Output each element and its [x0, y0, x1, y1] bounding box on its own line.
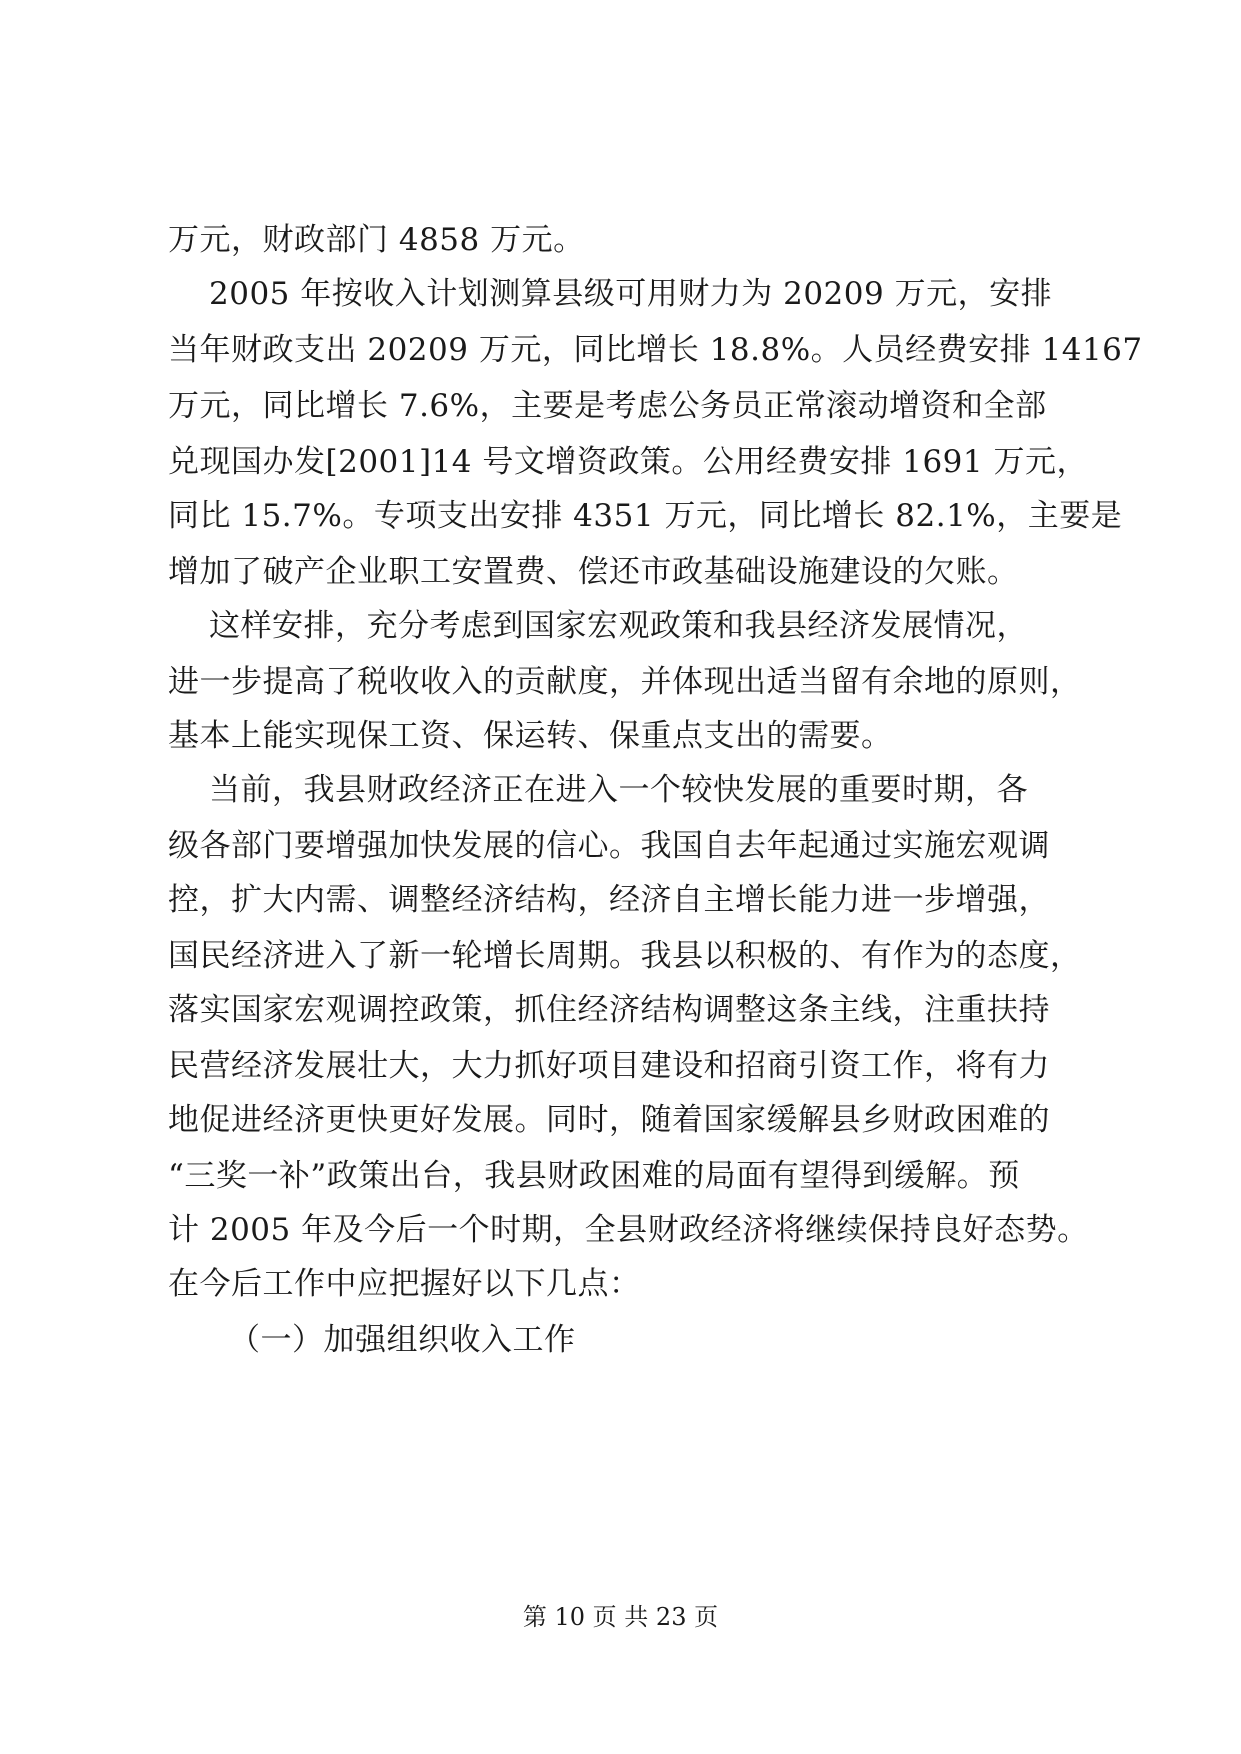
- text-line: 基本上能实现保工资、保运转、保重点支出的需要。: [168, 718, 893, 754]
- page-footer: 第 10 页 共 23 页: [522, 1603, 719, 1631]
- section-heading: （一）加强组织收入工作: [229, 1322, 576, 1358]
- text-line: 计 2005 年及今后一个时期，全县财政经济将继续保持良好态势。: [168, 1212, 1089, 1248]
- text-line: 万元，同比增长 7.6%，主要是考虑公务员正常滚动增资和全部: [168, 388, 1047, 424]
- text-line: 增加了破产企业职工安置费、偿还市政基础设施建设的欠账。: [168, 554, 1019, 590]
- text-line: “三奖一补”政策出台，我县财政困难的局面有望得到缓解。预: [168, 1158, 1020, 1194]
- text-line: 地促进经济更快更好发展。同时，随着国家缓解县乡财政困难的: [168, 1102, 1050, 1138]
- text-line: 国民经济进入了新一轮增长周期。我县以积极的、有作为的态度，: [168, 938, 1082, 974]
- text-line: 级各部门要增强加快发展的信心。我国自去年起通过实施宏观调: [168, 828, 1050, 864]
- text-line: 民营经济发展壮大，大力抓好项目建设和招商引资工作，将有力: [168, 1048, 1050, 1084]
- text-line: 兑现国办发[2001]14 号文增资政策。公用经费安排 1691 万元，: [168, 444, 1088, 480]
- text-line: 这样安排，充分考虑到国家宏观政策和我县经济发展情况，: [209, 608, 1028, 644]
- text-line: 万元，财政部门 4858 万元。: [168, 222, 585, 258]
- text-line: 当年财政支出 20209 万元，同比增长 18.8%。人员经费安排 14167: [168, 332, 1143, 368]
- text-line: 进一步提高了税收收入的贡献度，并体现出适当留有余地的原则，: [168, 664, 1082, 700]
- text-line: 同比 15.7%。专项支出安排 4351 万元，同比增长 82.1%，主要是: [168, 498, 1123, 534]
- text-line: 2005 年按收入计划测算县级可用财力为 20209 万元，安排: [209, 276, 1053, 312]
- text-line: 当前，我县财政经济正在进入一个较快发展的重要时期，各: [209, 772, 1028, 808]
- text-line: 落实国家宏观调控政策，抓住经济结构调整这条主线，注重扶持: [168, 992, 1050, 1028]
- text-line: 在今后工作中应把握好以下几点：: [168, 1266, 641, 1302]
- text-line: 控，扩大内需、调整经济结构，经济自主增长能力进一步增强，: [168, 882, 1050, 918]
